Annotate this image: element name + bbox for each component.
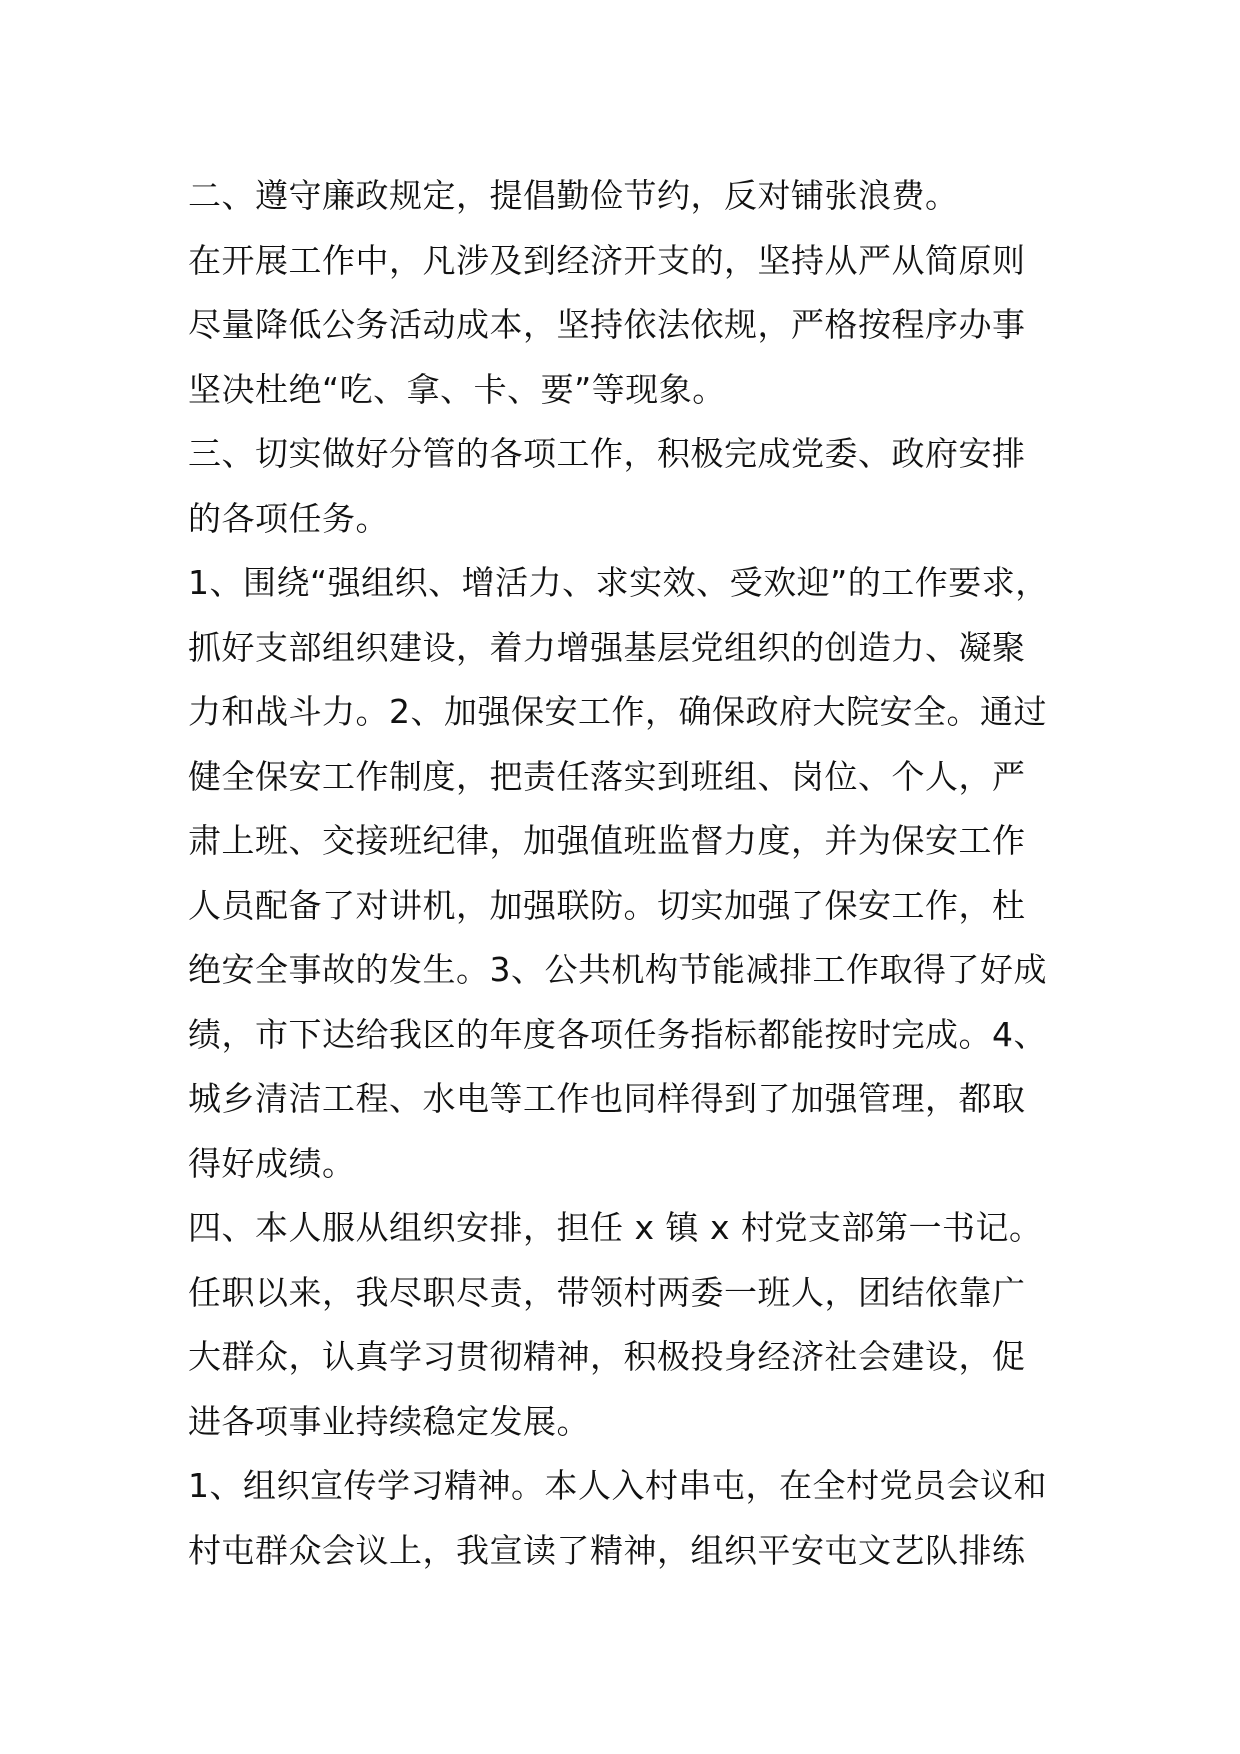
text-line: 力和战斗力。2、加强保安工作，确保政府大院安全。通过 [188,692,1047,731]
text-line: 进各项事业持续稳定发展。 [188,1401,590,1441]
text-line: 抓好支部组织建设，着力增强基层党组织的创造力、凝聚 [188,627,1026,667]
text-line: 城乡清洁工程、水电等工作也同样得到了加强管理，都取 [188,1079,1026,1118]
text-line: 肃上班、交接班纪律，加强值班监督力度，并为保安工作 [188,821,1026,860]
text-line: 二、遵守廉政规定，提倡勤俭节约，反对铺张浪费。 [188,176,959,215]
text-line: 绩，市下达给我区的年度各项任务指标都能按时完成。4、 [188,1014,1047,1054]
text-line: 村屯群众会议上，我宣读了精神，组织平安屯文艺队排练 [188,1530,1026,1570]
document-body [188,164,1088,1583]
text-line: 在开展工作中，凡涉及到经济开支的，坚持从严从简原则 [188,240,1026,280]
text-line: 三、切实做好分管的各项工作，积极完成党委、政府安排 [188,434,1026,473]
text-line: 1、围绕“强组织、增活力、求实效、受欢迎”的工作要求， [188,563,1049,602]
text-line: 大群众，认真学习贯彻精神，积极投身经济社会建设，促 [188,1337,1026,1376]
text-line: 健全保安工作制度，把责任落实到班组、岗位、个人，严 [188,756,1026,796]
text-line: 尽量降低公务活动成本，坚持依法依规，严格按程序办事 [188,305,1026,344]
text-line: 坚决杜绝“吃、拿、卡、要”等现象。 [188,369,726,409]
text-line: 四、本人服从组织安排，担任 x 镇 x 村党支部第一书记。 [188,1208,1043,1247]
text-line: 的各项任务。 [188,498,389,538]
text-line: 人员配备了对讲机，加强联防。切实加强了保安工作，杜 [188,885,1026,925]
text-line: 任职以来，我尽职尽责，带领村两委一班人，团结依靠广 [188,1272,1026,1312]
text-line: 绝安全事故的发生。3、公共机构节能减排工作取得了好成 [188,950,1047,989]
text-line: 得好成绩。 [188,1143,356,1183]
text-line: 1、组织宣传学习精神。本人入村串屯，在全村党员会议和 [188,1466,1047,1505]
